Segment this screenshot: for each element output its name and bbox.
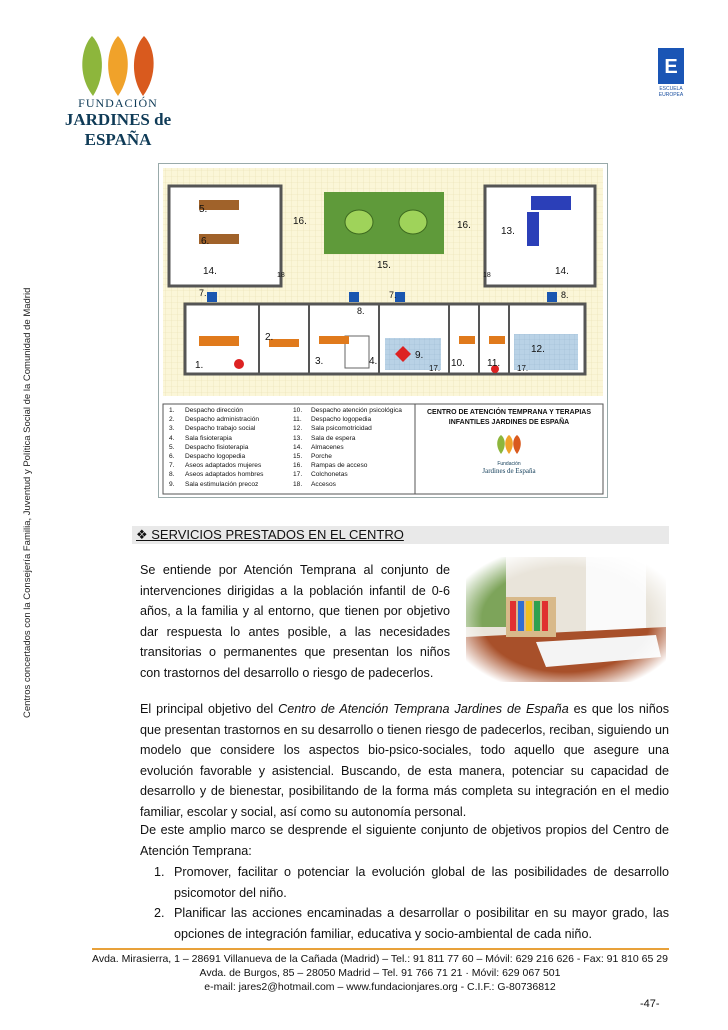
- therapy-room-photo: [466, 557, 666, 682]
- europe-badge: [658, 48, 684, 98]
- legend-item: 14. Almacenes: [293, 443, 344, 451]
- room-number: 16.: [293, 216, 307, 227]
- room-number: 17.: [517, 364, 529, 373]
- badge-label: ESCUELA EUROPEA: [658, 86, 684, 98]
- room-number: 15.: [377, 260, 391, 271]
- foundation-logo: [48, 34, 188, 149]
- svg-text:E: E: [664, 56, 678, 78]
- footer-divider: [92, 948, 669, 950]
- logo-line1: FUNDACIÓN: [78, 96, 158, 110]
- room-number: 18: [277, 272, 285, 279]
- legend-item: 1. Despacho dirección: [169, 407, 243, 414]
- legend-item: 15. Porche: [293, 453, 332, 461]
- legend-item: 12. Sala psicomotricidad: [293, 425, 372, 433]
- section-title: ❖ SERVICIOS PRESTADOS EN EL CENTRO: [136, 527, 404, 542]
- legend-logo-line2: Jardines de España: [482, 467, 536, 475]
- legend-item: 4. Sala fisioterapia: [169, 434, 232, 442]
- room-number: 18: [483, 272, 491, 279]
- para2-end: es que los niños que presentan trastornos en su desarrollo o tienen riesgo de padecerlos, reciban, siguiendo un modelo que considere los aspectos bio-psico-sociales, todo aquello que asegure una evolución favorable y asistencial. Buscando, de esta manera, potenciar su capacidad de desarrollo y de bienestar, posibilitando de la forma más completa su integración en el medio familiar, escolar y social, así como su autonomía personal.: [140, 702, 670, 819]
- room-number: 14.: [555, 266, 569, 277]
- paragraph-objective: [140, 699, 669, 822]
- room-number: 2.: [265, 332, 274, 343]
- euro-school-icon: [658, 48, 684, 84]
- room-number: 13.: [501, 226, 515, 237]
- leaves-icon: [48, 34, 188, 104]
- room-number: 9.: [415, 350, 424, 361]
- leaves-icon: [471, 434, 547, 456]
- legend-item: 3. Despacho trabajo social: [169, 425, 256, 433]
- centre-name: Centro de Atención Temprana Jardines de España: [278, 702, 569, 716]
- room-number: 12.: [531, 344, 545, 355]
- room-image-icon: [466, 557, 666, 682]
- list-item: 1. Promover, facilitar o potenciar la evolución global de las posibilidades de desarrollo psicomotor del niño.: [154, 865, 669, 900]
- legend-item: 13. Sala de espera: [293, 434, 356, 442]
- legend-item: 17. Colchonetas: [293, 471, 348, 479]
- floor-plan: [158, 163, 608, 498]
- legend-item: 18. Accesos: [293, 480, 336, 488]
- legend-title: CENTRO DE ATENCIÓN TEMPRANA Y TERAPIAS INFANTILES JARDINES DE ESPAÑA: [427, 409, 591, 426]
- legend-item: 2. Despacho administración: [169, 416, 260, 424]
- paragraph-framework: De este amplio marco se desprende el siguiente conjunto de objetivos propios del Centro de Atención Temprana:: [140, 823, 669, 858]
- legend-item: 11. Despacho logopedia: [293, 416, 372, 424]
- legend-item: 5. Despacho fisioterapia: [169, 443, 249, 451]
- room-number: 1.: [195, 360, 204, 371]
- room-number: 10.: [451, 358, 465, 369]
- footer-line1: Avda. Mirasierra, 1 – 28691 Villanueva de la Cañada (Madrid) – Tel.: 91 811 77 60 – Móvil: 629 216 626 - Fax: 91 810 65 29: [92, 953, 668, 965]
- room-number: 16.: [457, 220, 471, 231]
- room-number: 7.: [199, 288, 207, 298]
- room-number: 8.: [357, 306, 365, 316]
- side-text: Centros concertados con la Consejería Familia, Juventud y Política Social de la Comunidad de Madrid: [22, 287, 33, 718]
- room-number: 8.: [561, 290, 569, 300]
- legend-item: 6. Despacho logopedia: [169, 453, 246, 461]
- room-number: 5.: [199, 204, 208, 215]
- page-number: -47-: [640, 998, 660, 1010]
- legend-logo: [471, 434, 547, 474]
- room-number: 6.: [201, 236, 210, 247]
- legend-item: 10. Despacho atención psicológica: [293, 407, 402, 414]
- room-number: 3.: [315, 356, 324, 367]
- para2-start: El principal objetivo del: [140, 702, 279, 716]
- room-number: 4.: [369, 356, 378, 367]
- footer-line2: Avda. de Burgos, 85 – 28050 Madrid – Tel. 91 766 71 21 · Móvil: 629 067 501: [199, 967, 561, 979]
- room-number: 17.: [429, 364, 441, 373]
- list-item: 2. Planificar las acciones encaminadas a desarrollar o posibilitar en su mayor grado, las opciones de integración familiar, educativa y socio-ambiental de cada niño.: [154, 906, 669, 941]
- legend-item: 8. Aseos adaptados hombres: [169, 471, 264, 479]
- paragraph-intro: Se entiende por Atención Temprana al conjunto de intervenciones dirigidas a la población infantil de 0-6 años, a la familia y al entorno, que tienen por objetivo dar respuesta lo antes posible, a las necesidades transitorias o permanentes que presentan los niños con trastornos del desarrollo o riesgo de padecerlos.: [140, 563, 450, 680]
- room-number: 11.: [487, 358, 501, 369]
- logo-line2: JARDINES de ESPAÑA: [64, 110, 172, 149]
- legend-item: 9. Sala estimulación precoz: [169, 480, 259, 488]
- footer-line3: e-mail: jares2@hotmail.com – www.fundacionjares.org - C.I.F.: G-80736812: [204, 981, 556, 993]
- room-number: 7.: [389, 290, 397, 300]
- legend-item: 16. Rampas de acceso: [293, 462, 368, 470]
- section-header: [132, 526, 669, 544]
- legend-logo-line1: Fundación: [497, 461, 521, 467]
- objectives-list: [150, 862, 669, 944]
- legend-col2: [293, 406, 413, 489]
- room-number: 14.: [203, 266, 217, 277]
- legend-col1: [169, 406, 289, 489]
- legend-item: 7. Aseos adaptados mujeres: [169, 462, 262, 470]
